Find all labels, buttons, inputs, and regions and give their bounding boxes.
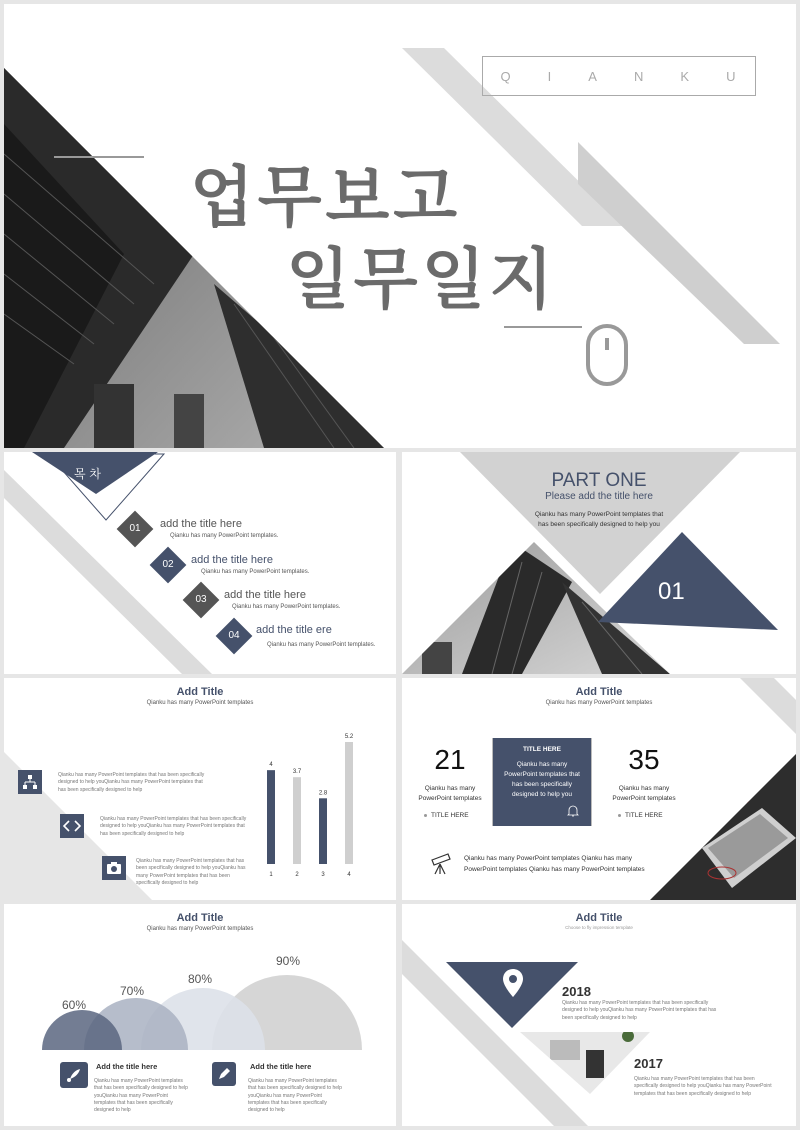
item-text: Qianku has many PowerPoint templates that has been specifically designed to help youQianku has many PowerPoint templates that has been specifically designed to help [58,772,205,793]
item-text: Qianku has many PowerPoint templates that has been specifically designed to help youQianku has many PowerPoint templates that has been specifically designed to help [100,816,247,837]
toc-num: 02 [162,559,174,570]
cover-title-line1: 업무보고 [190,159,462,236]
location-pin-icon [502,968,524,998]
part-number: 01 [658,578,685,605]
rocket-icon [60,1062,88,1088]
timeline-desc: Qianku has many PowerPoint templates that has been specifically designed to help youQianku has many PowerPoint templates that has been specifically designed to help [562,1000,717,1021]
stat-tag-left [424,812,469,819]
bar-4 [345,742,353,864]
percent-label: 70% [120,984,145,998]
item-text: Qianku has many PowerPoint templates that has been specifically designed to help youQianku has many PowerPoint templates that has been specifically designed to help [136,858,246,886]
deco-line [504,326,582,328]
percent-label: 60% [62,998,87,1012]
toc-title: add the title here [160,518,242,530]
pencil-icon [212,1062,236,1086]
brand-letter: N [633,68,646,84]
bar-3 [319,798,327,864]
center-desc: Qianku has many PowerPoint templates that has been specifically designed to help you [504,761,580,799]
part-desc: Qianku has many PowerPoint templates that has been specifically designed to help you [534,511,664,529]
slide-title: Add Title [575,686,623,698]
sitemap-icon [18,770,42,794]
mouse-icon [584,322,630,388]
slide-subtitle: Qianku has many PowerPoint templates [146,926,254,932]
toc-slide [4,452,396,674]
timeline-slide [402,904,796,1126]
brand-letter: I [547,68,554,84]
part-heading: PART ONE [551,470,647,491]
toc-num: 04 [228,630,240,641]
toc-num: 03 [195,594,207,605]
bar-value-label: 2.8 [318,790,328,797]
toc-title: add the title ere [256,624,332,636]
slide-title: Add Title [575,912,623,924]
tag-dot [424,814,427,817]
bar-1 [267,770,275,864]
stat-number-right: 35 [628,744,660,775]
bar-value-label: 4 [269,762,273,769]
bell-icon [566,804,580,818]
timeline-desc: Qianku has many PowerPoint templates that has been specifically designed to help youQianku has many PowerPoint templates that has been specifically designed to help [634,1076,772,1097]
toc-desc: Qianku has many PowerPoint templates. [232,604,341,610]
toc-title: add the title here [191,554,273,566]
percent-slide [4,904,396,1126]
telescope-icon [428,850,454,876]
slide-subtitle: Qianku has many PowerPoint templates [545,700,653,706]
part-subheading: Please add the title here [545,491,653,502]
percent-label: 90% [276,954,301,968]
bar-category-label: 3 [321,872,325,878]
toc-desc: Qianku has many PowerPoint templates. [267,642,376,648]
brand-letter: U [726,68,738,84]
block-desc: Qianku has many PowerPoint templates that has been specifically designed to help youQianku has many PowerPoint templates that has been specifically designed to help [248,1078,342,1113]
timeline-year: 2018 [562,984,591,999]
percent-label: 80% [188,972,213,986]
bar-category-label: 1 [269,872,273,878]
bar-value-label: 3.7 [292,769,302,776]
bar-2 [293,777,301,864]
bar-category-label: 2 [295,872,299,878]
cover-title-line2: 일무일지 [286,241,558,318]
tag-label: TITLE HERE [431,812,469,819]
toc-label: 목 차 [74,467,101,481]
timeline-year: 2017 [634,1056,663,1071]
camera-icon [102,856,126,880]
bar-chart-slide [4,678,396,900]
block-title: Add the title here [96,1062,158,1071]
stat-desc-left: Qianku has many PowerPoint templates [418,785,482,802]
bar-category-label: 4 [347,872,351,878]
stat-number-left: 21 [434,744,466,775]
slide-title: Add Title [176,912,224,924]
toc-title: add the title here [224,589,306,601]
toc-desc: Qianku has many PowerPoint templates. [201,569,310,575]
cover-slide [4,4,796,448]
bar-value-label: 5.2 [344,734,354,740]
brand-letter: Q [500,68,513,84]
block-title: Add the title here [250,1062,312,1071]
center-heading: TITLE HERE [523,746,561,753]
slide-title: Add Title [176,686,224,698]
brand-letter: K [680,68,692,84]
stat-tag-right [618,812,663,819]
code-icon [60,814,84,838]
stat-desc-right: Qianku has many PowerPoint templates [612,785,676,802]
stats-slide [402,678,796,900]
slide-subtitle: Choose to fly impression template [565,925,633,930]
toc-desc: Qianku has many PowerPoint templates. [170,533,279,539]
tag-label: TITLE HERE [625,812,663,819]
slide-subtitle: Qianku has many PowerPoint templates [146,700,254,706]
deco-line [54,156,144,158]
tag-dot [618,814,621,817]
part-one-slide [402,452,796,674]
bar-chart [258,724,364,880]
brand-box [482,56,756,96]
bottom-text: Qianku has many PowerPoint templates Qianku has many PowerPoint templates Qianku has many PowerPoint templates [464,855,645,873]
toc-num: 01 [129,523,141,534]
block-desc: Qianku has many PowerPoint templates that has been specifically designed to help youQianku has many PowerPoint templates that has been specifically designed to help [94,1078,188,1113]
brand-letter: A [588,68,599,84]
